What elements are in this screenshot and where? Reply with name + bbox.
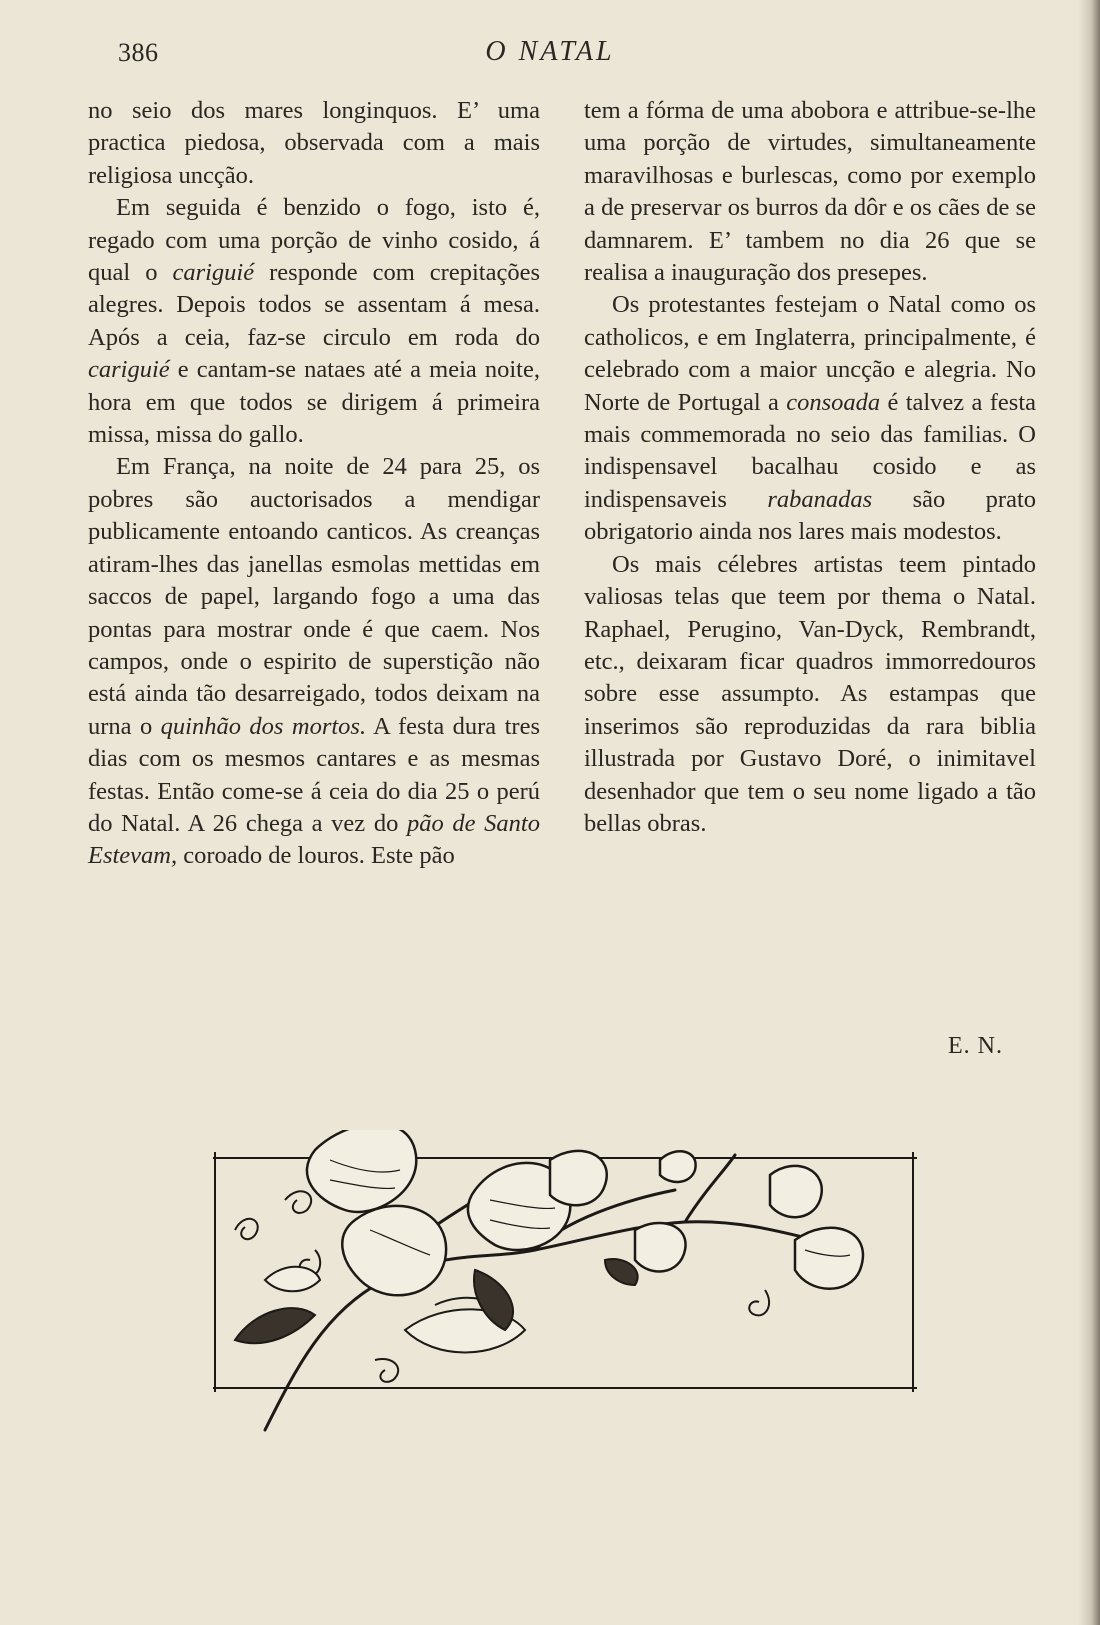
left-column: [88, 95, 540, 873]
italic-term: pão de Santo Estevam,: [88, 809, 540, 870]
page-edge-shadow: [1078, 0, 1100, 1625]
italic-term: rabanadas: [767, 485, 873, 513]
running-head: [0, 36, 1100, 76]
sweet-pea-flower-vignette-icon: [205, 1130, 925, 1460]
right-paragraph-3: Os mais célebres artistas teem pintado valiosas telas que teem por thema o Natal. Raphael, Perugino, Van-Dyck, Rembrandt, etc., deixaram ficar quadros immorredouros sobre esse assumpto. As estampas que inserimos são reproduzidas da rara biblia illustrada por Gustavo Doré, o inimitavel desenhador que tem o seu nome ligado a tão bellas obras.: [584, 550, 1036, 837]
petals: [307, 1130, 863, 1295]
right-paragraph-1: tem a fórma de uma abobora e attribue-se-lhe uma porção de virtudes, simultaneamente maravilhosas e burlescas, como por exemplo a de preservar os burros da dôr e os cães de se damnarem. E’ tambem no dia 26 que se realisa a inauguração dos presepes.: [584, 97, 1036, 287]
italic-term: cariguié: [88, 356, 170, 384]
left-paragraph-3: Em França, na noite de 24 para 25, os pobres são auctorisados a mendigar publicamente entoando canticos. As creanças atiram-lhes das janellas esmolas mettidas em saccos de papel, largando fogo a uma das pontas para mostrar onde é que caem. Nos campos, onde o espirito de superstição não está ainda tão desarreigado, todos deixam na urna o quinhão dos mortos. A festa dura tres dias com os mesmos cantares e as mesmas festas. Então come-se á ceia do dia 25 o perú do Natal. A 26 chega a vez do pão de Santo Estevam, coroado de louros. Este pão: [88, 453, 540, 870]
italic-term: consoada: [786, 388, 881, 416]
page-number: 386: [118, 38, 159, 67]
right-paragraph-2: Os protestantes festejam o Natal como os catholicos, e em Inglaterra, principalmente, é celebrado com a maior uncção e alegria. No Norte de Portugal a consoada é talvez a festa mais commemorada no seio das familias. O indispensavel bacalhau cosido e as indispensaveis rabanadas são prato obrigatorio ainda nos lares mais modestos.: [584, 291, 1036, 546]
italic-term: cariguié: [172, 259, 255, 287]
italic-term: quinhão dos mortos.: [160, 712, 367, 740]
journal-title: O NATAL: [485, 36, 615, 67]
author-signature: E. N.: [948, 1033, 1003, 1059]
left-paragraph-2: Em seguida é benzido o fogo, isto é, regado com uma porção de vinho cosido, á qual o cariguié responde com crepitações alegres. Depois todos se assentam á mesa. Após a ceia, faz-se circulo em roda do cariguié e cantam-se nataes até a meia noite, hora em que todos se dirigem á primeira missa, missa do gallo.: [88, 194, 540, 449]
right-column: [584, 95, 1036, 840]
left-paragraph-1: no seio dos mares longinquos. E’ uma practica piedosa, observada com a mais religiosa uncção.: [88, 97, 540, 189]
